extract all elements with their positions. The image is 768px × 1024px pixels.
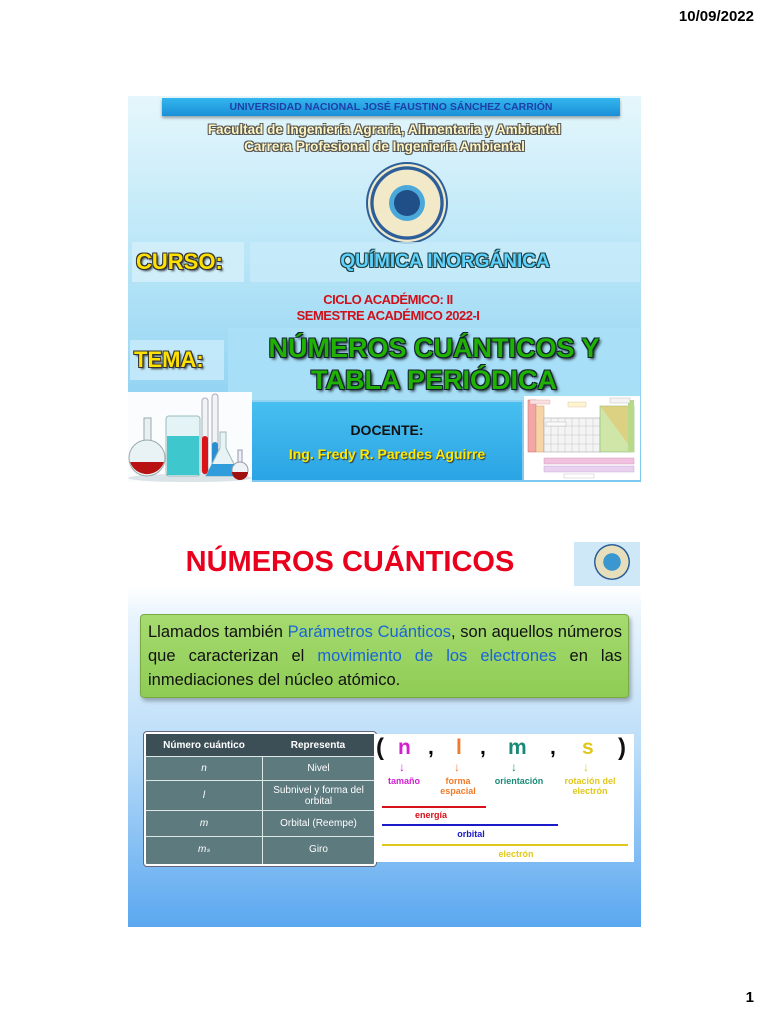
bracket-energia: energía <box>414 810 447 820</box>
table-header-numero: Número cuántico <box>163 739 245 751</box>
university-seal-logo <box>366 162 448 244</box>
teacher-label: DOCENTE: <box>350 422 424 438</box>
bracket-orbital: orbital <box>457 829 485 839</box>
title-slide <box>128 96 641 482</box>
quantum-notation-diagram <box>376 734 634 862</box>
comma: , <box>550 736 556 759</box>
course-name: QUÍMICA INORGÁNICA <box>340 251 550 272</box>
comma: , <box>428 736 434 759</box>
course-label: CURSO: <box>136 249 223 274</box>
table-cell-subnivel: Subnivel y forma del orbital <box>273 784 364 807</box>
meaning-rotacion: rotación del electrón <box>564 776 616 796</box>
university-seal-small-icon <box>594 544 630 580</box>
table-cell-orbital: Orbital (Reempe) <box>280 818 357 829</box>
lab-glassware-illustration <box>128 392 252 482</box>
table-header-representa: Representa <box>290 739 346 751</box>
arrow-down-icon: ↓ <box>583 760 589 774</box>
table-cell-nivel: Nivel <box>307 763 330 774</box>
arrow-down-icon: ↓ <box>454 760 460 774</box>
arrow-down-icon: ↓ <box>511 760 517 774</box>
topic-title-line1: NÚMEROS CUÁNTICOS Y <box>268 333 600 363</box>
academic-semester: SEMESTRE ACADÉMICO 2022-I <box>296 308 480 323</box>
definition-part2: , son aquellos números que caracterizan el <box>148 623 622 665</box>
print-date: 10/09/2022 <box>678 8 754 25</box>
slide-title: NÚMEROS CUÁNTICOS <box>185 546 515 578</box>
meaning-tamano: tamaño <box>387 776 420 786</box>
table-cell-m: m <box>199 818 209 829</box>
table-cell-ms: mₛ <box>197 844 211 855</box>
close-parenthesis: ) <box>618 734 626 761</box>
teacher-box <box>252 402 522 480</box>
open-parenthesis: ( <box>376 734 384 761</box>
letter-n: n <box>398 736 411 759</box>
periodic-table-thumbnail <box>524 396 640 480</box>
energia-bracket-line <box>382 806 486 808</box>
orbital-bracket-line <box>382 824 558 826</box>
lab-glassware-image <box>128 392 252 482</box>
definition-part1: Llamados también <box>148 623 288 641</box>
definition-part3: en las inmediaciones del núcleo atómico. <box>148 647 623 689</box>
letter-l: l <box>456 736 462 759</box>
periodic-table-image <box>524 396 640 480</box>
academic-cycle: CICLO ACADÉMICO: II <box>323 292 453 307</box>
meaning-forma-espacial: forma espacial <box>440 776 476 796</box>
highlight-movimiento: movimiento de los electrones <box>317 647 557 665</box>
letter-s: s <box>582 736 594 759</box>
letter-m: m <box>508 736 527 759</box>
table-cell-n: n <box>201 763 207 774</box>
highlight-parametros: Parámetros Cuánticos <box>287 623 452 641</box>
topic-label: TEMA: <box>134 347 204 372</box>
electron-bracket-line <box>382 844 628 846</box>
table-cell-l: l <box>202 790 206 801</box>
career-name: Carrera Profesional de Ingeniería Ambiental <box>244 139 525 154</box>
quantum-numbers-slide <box>128 540 641 927</box>
comma: , <box>480 736 486 759</box>
teacher-name: Ing. Fredy R. Paredes Aguirre <box>288 446 486 462</box>
university-banner: UNIVERSIDAD NACIONAL JOSÉ FAUSTINO SÁNCHEZ CARRIÓN <box>162 98 620 116</box>
quantum-number-table <box>144 732 376 866</box>
page-number: 1 <box>745 989 754 1006</box>
table-cell-giro: Giro <box>309 844 328 855</box>
topic-title-line2: TABLA PERIÓDICA <box>311 365 557 395</box>
definition-text <box>148 620 622 692</box>
seal-emblem-icon <box>394 190 420 216</box>
arrow-down-icon: ↓ <box>399 760 405 774</box>
meaning-orientacion: orientación <box>494 776 544 786</box>
faculty-name: Facultad de Ingeniería Agraria, Alimentaria y Ambiental <box>207 122 562 137</box>
bracket-electron: electrón <box>498 849 534 859</box>
